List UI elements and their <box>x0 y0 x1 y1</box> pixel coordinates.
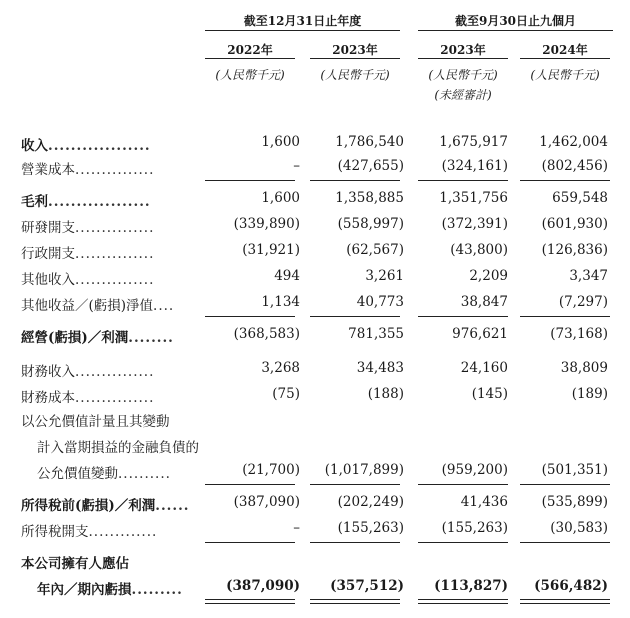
cell-value: 1,351,756 <box>439 190 508 206</box>
group-header-year: 截至12月31日止年度 <box>243 14 362 28</box>
column-header-2023: 2023年 <box>332 43 378 57</box>
cell-value: 38,847 <box>460 294 508 310</box>
row-label-rnd-expenses: 研發開支............... <box>21 220 155 236</box>
cell-value: 1,358,885 <box>335 190 404 206</box>
subtotal-rule <box>418 542 508 543</box>
cell-value: (75) <box>272 386 300 402</box>
group-header-nine-months-rule <box>418 30 613 31</box>
unit-label: (人民幣千元) <box>530 68 600 82</box>
subtotal-rule <box>520 484 610 485</box>
cell-value: – <box>293 520 300 536</box>
cell-value: (324,161) <box>441 158 508 174</box>
cell-value: (558,997) <box>337 216 404 232</box>
total-double-rule <box>205 599 295 604</box>
row-label-admin-expenses: 行政開支............... <box>21 246 155 262</box>
row-label-fair-value-line1: 以公允價值計量且其變動 <box>21 414 170 430</box>
cell-value: (7,297) <box>558 294 608 310</box>
row-label-fair-value-line2: 計入當期損益的金融負債的 <box>37 440 199 456</box>
cell-value: 781,355 <box>348 326 404 342</box>
column-header-2023-nine: 2023年 <box>440 43 486 57</box>
cell-value: 3,261 <box>365 268 404 284</box>
unit-label: (人民幣千元) <box>428 68 498 82</box>
cell-value: (357,512) <box>330 578 404 594</box>
total-double-rule <box>310 599 400 604</box>
subtotal-rule <box>205 484 295 485</box>
subtotal-rule <box>205 180 295 181</box>
total-double-rule <box>418 599 508 604</box>
cell-value: (339,890) <box>233 216 300 232</box>
cell-value: (959,200) <box>441 462 508 478</box>
cell-value: (202,249) <box>337 494 404 510</box>
cell-value: (62,567) <box>346 242 404 258</box>
cell-value: 1,134 <box>261 294 300 310</box>
cell-value: (30,583) <box>550 520 608 536</box>
cell-value: 494 <box>274 268 300 284</box>
cell-value: 24,160 <box>460 360 508 376</box>
cell-value: 3,347 <box>569 268 608 284</box>
cell-value: (73,168) <box>550 326 608 342</box>
cell-value: 38,809 <box>560 360 608 376</box>
cell-value: (601,930) <box>541 216 608 232</box>
row-label-finance-costs: 財務成本............... <box>21 390 155 406</box>
cell-value: 2,209 <box>469 268 508 284</box>
row-label-other-gains-losses: 其他收益／(虧損)淨值.... <box>21 298 175 314</box>
cell-value: (427,655) <box>337 158 404 174</box>
unit-label: (人民幣千元) <box>320 68 390 82</box>
cell-value: 1,600 <box>261 134 300 150</box>
cell-value: (802,456) <box>541 158 608 174</box>
cell-value: 976,621 <box>452 326 508 342</box>
unit-label: (人民幣千元) <box>215 68 285 82</box>
column-header-2022: 2022年 <box>227 43 273 57</box>
cell-value: (43,800) <box>450 242 508 258</box>
subtotal-rule <box>310 180 400 181</box>
cell-value: (368,583) <box>233 326 300 342</box>
cell-value: – <box>293 158 300 174</box>
row-label-income-tax: 所得稅開支............. <box>21 524 158 540</box>
cell-value: (566,482) <box>534 578 608 594</box>
cell-value: (155,263) <box>441 520 508 536</box>
group-header-year-rule <box>205 30 400 31</box>
cell-value: 3,268 <box>261 360 300 376</box>
cell-value: (145) <box>471 386 508 402</box>
column-rule-2 <box>310 58 400 59</box>
subtotal-rule <box>418 484 508 485</box>
cell-value: (1,017,899) <box>324 462 404 478</box>
subtotal-rule <box>418 180 508 181</box>
subtotal-rule <box>205 316 295 317</box>
subtotal-rule <box>520 180 610 181</box>
subtotal-rule <box>310 316 400 317</box>
row-label-revenue: 收入.................. <box>21 138 151 154</box>
column-rule-3 <box>418 58 508 59</box>
subtotal-rule <box>205 542 295 543</box>
subtotal-rule <box>520 542 610 543</box>
cell-value: (188) <box>367 386 404 402</box>
cell-value: 1,600 <box>261 190 300 206</box>
unaudited-label: (未經審計) <box>434 88 492 102</box>
cell-value: 1,786,540 <box>335 134 404 150</box>
subtotal-rule <box>520 316 610 317</box>
row-label-operating-result: 經營(虧損)／利潤........ <box>21 330 174 346</box>
cell-value: (189) <box>571 386 608 402</box>
cell-value: (501,351) <box>541 462 608 478</box>
subtotal-rule <box>418 316 508 317</box>
cell-value: (113,827) <box>434 578 508 594</box>
column-rule-4 <box>520 58 610 59</box>
total-double-rule <box>520 599 610 604</box>
row-label-gross-profit: 毛利.................. <box>21 194 151 210</box>
row-label-cost-of-sales: 營業成本............... <box>21 162 155 178</box>
cell-value: (126,836) <box>541 242 608 258</box>
cell-value: (387,090) <box>226 578 300 594</box>
column-rule-1 <box>205 58 295 59</box>
row-label-attributable-line1: 本公司擁有人應佔 <box>21 556 129 572</box>
cell-value: (535,899) <box>541 494 608 510</box>
cell-value: 40,773 <box>356 294 404 310</box>
cell-value: 1,675,917 <box>439 134 508 150</box>
cell-value: (372,391) <box>441 216 508 232</box>
cell-value: 41,436 <box>460 494 508 510</box>
cell-value: (31,921) <box>242 242 300 258</box>
cell-value: (155,263) <box>337 520 404 536</box>
group-header-nine-months: 截至9月30日止九個月 <box>454 14 577 28</box>
row-label-finance-income: 財務收入............... <box>21 364 155 380</box>
subtotal-rule <box>310 542 400 543</box>
cell-value: 1,462,004 <box>539 134 608 150</box>
cell-value: 34,483 <box>356 360 404 376</box>
subtotal-rule <box>310 484 400 485</box>
row-label-loss-for-period: 年內／期內虧損......... <box>37 582 183 598</box>
row-label-other-income: 其他收入............... <box>21 272 155 288</box>
cell-value: (21,700) <box>242 462 300 478</box>
cell-value: (387,090) <box>233 494 300 510</box>
cell-value: 659,548 <box>552 190 608 206</box>
row-label-fair-value-line3: 公允價值變動.......... <box>37 466 171 482</box>
row-label-pretax-result: 所得稅前(虧損)／利潤...... <box>21 498 190 514</box>
column-header-2024-nine: 2024年 <box>542 43 588 57</box>
